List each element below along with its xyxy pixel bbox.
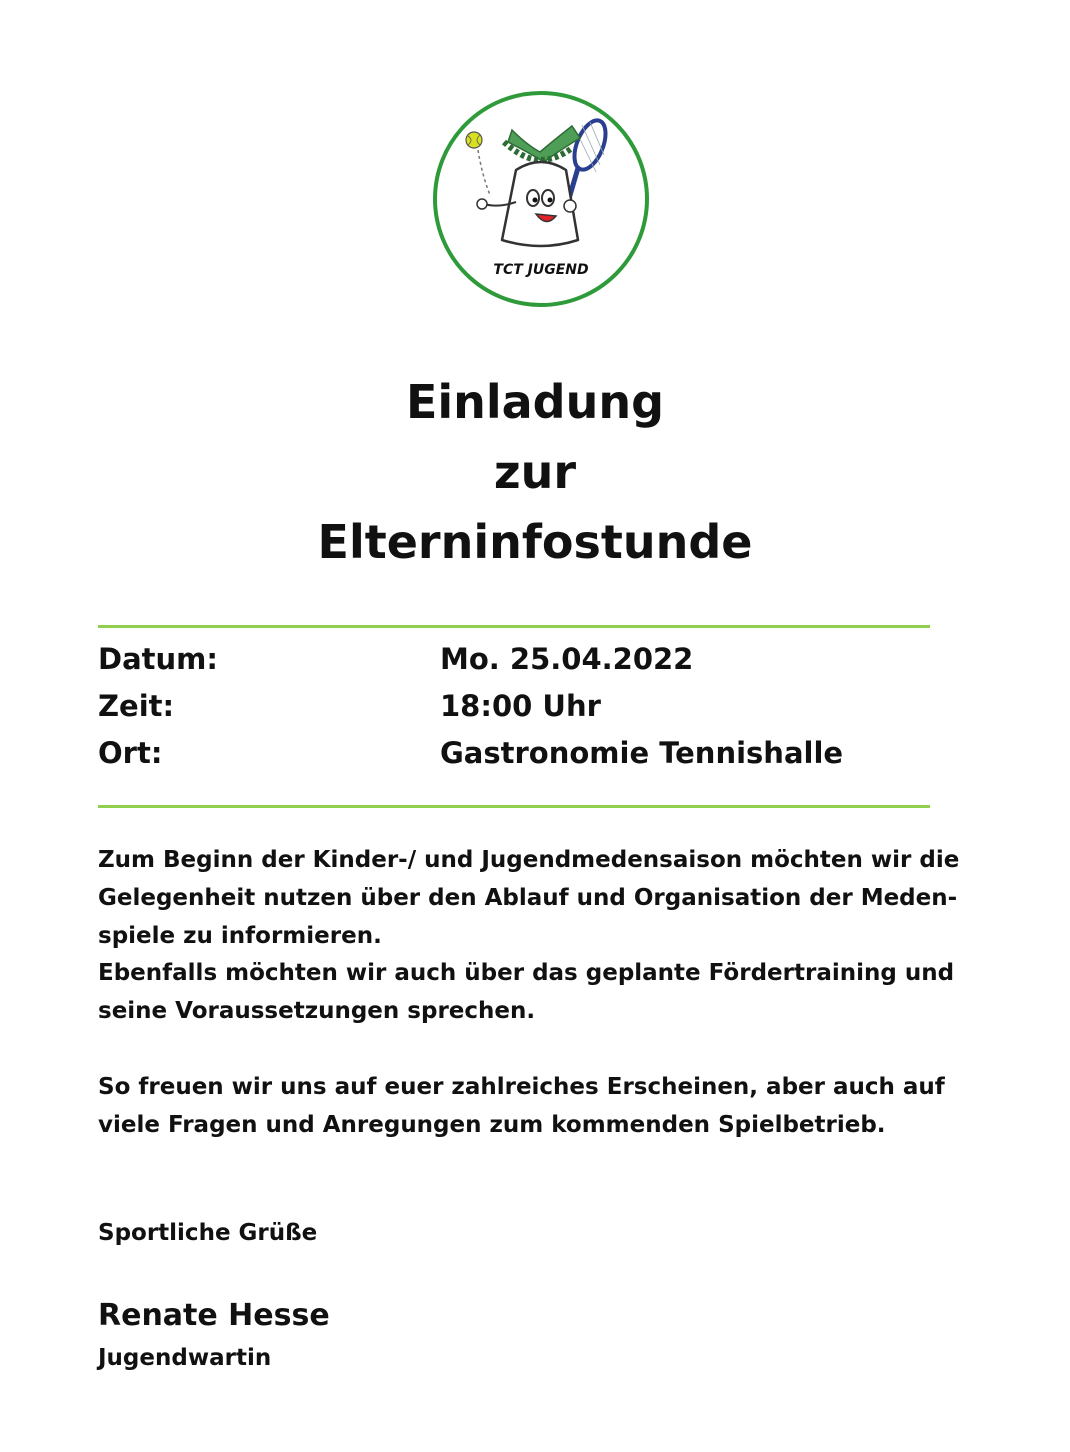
title-line-1: Einladung	[405, 375, 665, 429]
location-label: Ort:	[98, 736, 163, 770]
invitation-text	[98, 842, 978, 1144]
body-line: So freuen wir uns auf euer zahlreiches Erscheinen, aber auch auf	[98, 1073, 945, 1100]
title-line-3: Elterninfostunde	[317, 515, 753, 569]
signer-role: Jugendwartin	[98, 1345, 272, 1371]
logo-text: TCT JUGEND	[493, 262, 589, 278]
date-value: Mo. 25.04.2022	[440, 642, 694, 676]
date-label: Datum:	[98, 642, 218, 676]
time-label: Zeit:	[98, 689, 175, 723]
title-line-2: zur	[493, 445, 577, 499]
tct-jugend-logo	[432, 90, 650, 308]
signer-name: Renate Hesse	[98, 1298, 330, 1333]
top-divider	[98, 625, 930, 628]
body-line: Zum Beginn der Kinder-/ und Jugendmedensaison möchten wir die	[98, 847, 960, 873]
body-line: Ebenfalls möchten wir auch über das geplante Fördertraining und	[98, 960, 955, 987]
time-value: 18:00 Uhr	[440, 689, 601, 723]
body-line: seine Voraussetzungen sprechen.	[98, 998, 536, 1025]
tennis-ball-icon	[466, 132, 482, 148]
page-title	[0, 367, 1070, 577]
body-line: Gelegenheit nutzen über den Ablauf und Organisation der Meden-	[98, 884, 958, 911]
body-line: spiele zu informieren.	[98, 922, 382, 949]
closing-greeting: Sportliche Grüße	[98, 1220, 318, 1246]
location-value: Gastronomie Tennishalle	[440, 736, 844, 770]
bottom-divider	[98, 805, 930, 808]
body-line: viele Fragen und Anregungen zum kommenden Spielbetrieb.	[98, 1111, 886, 1138]
